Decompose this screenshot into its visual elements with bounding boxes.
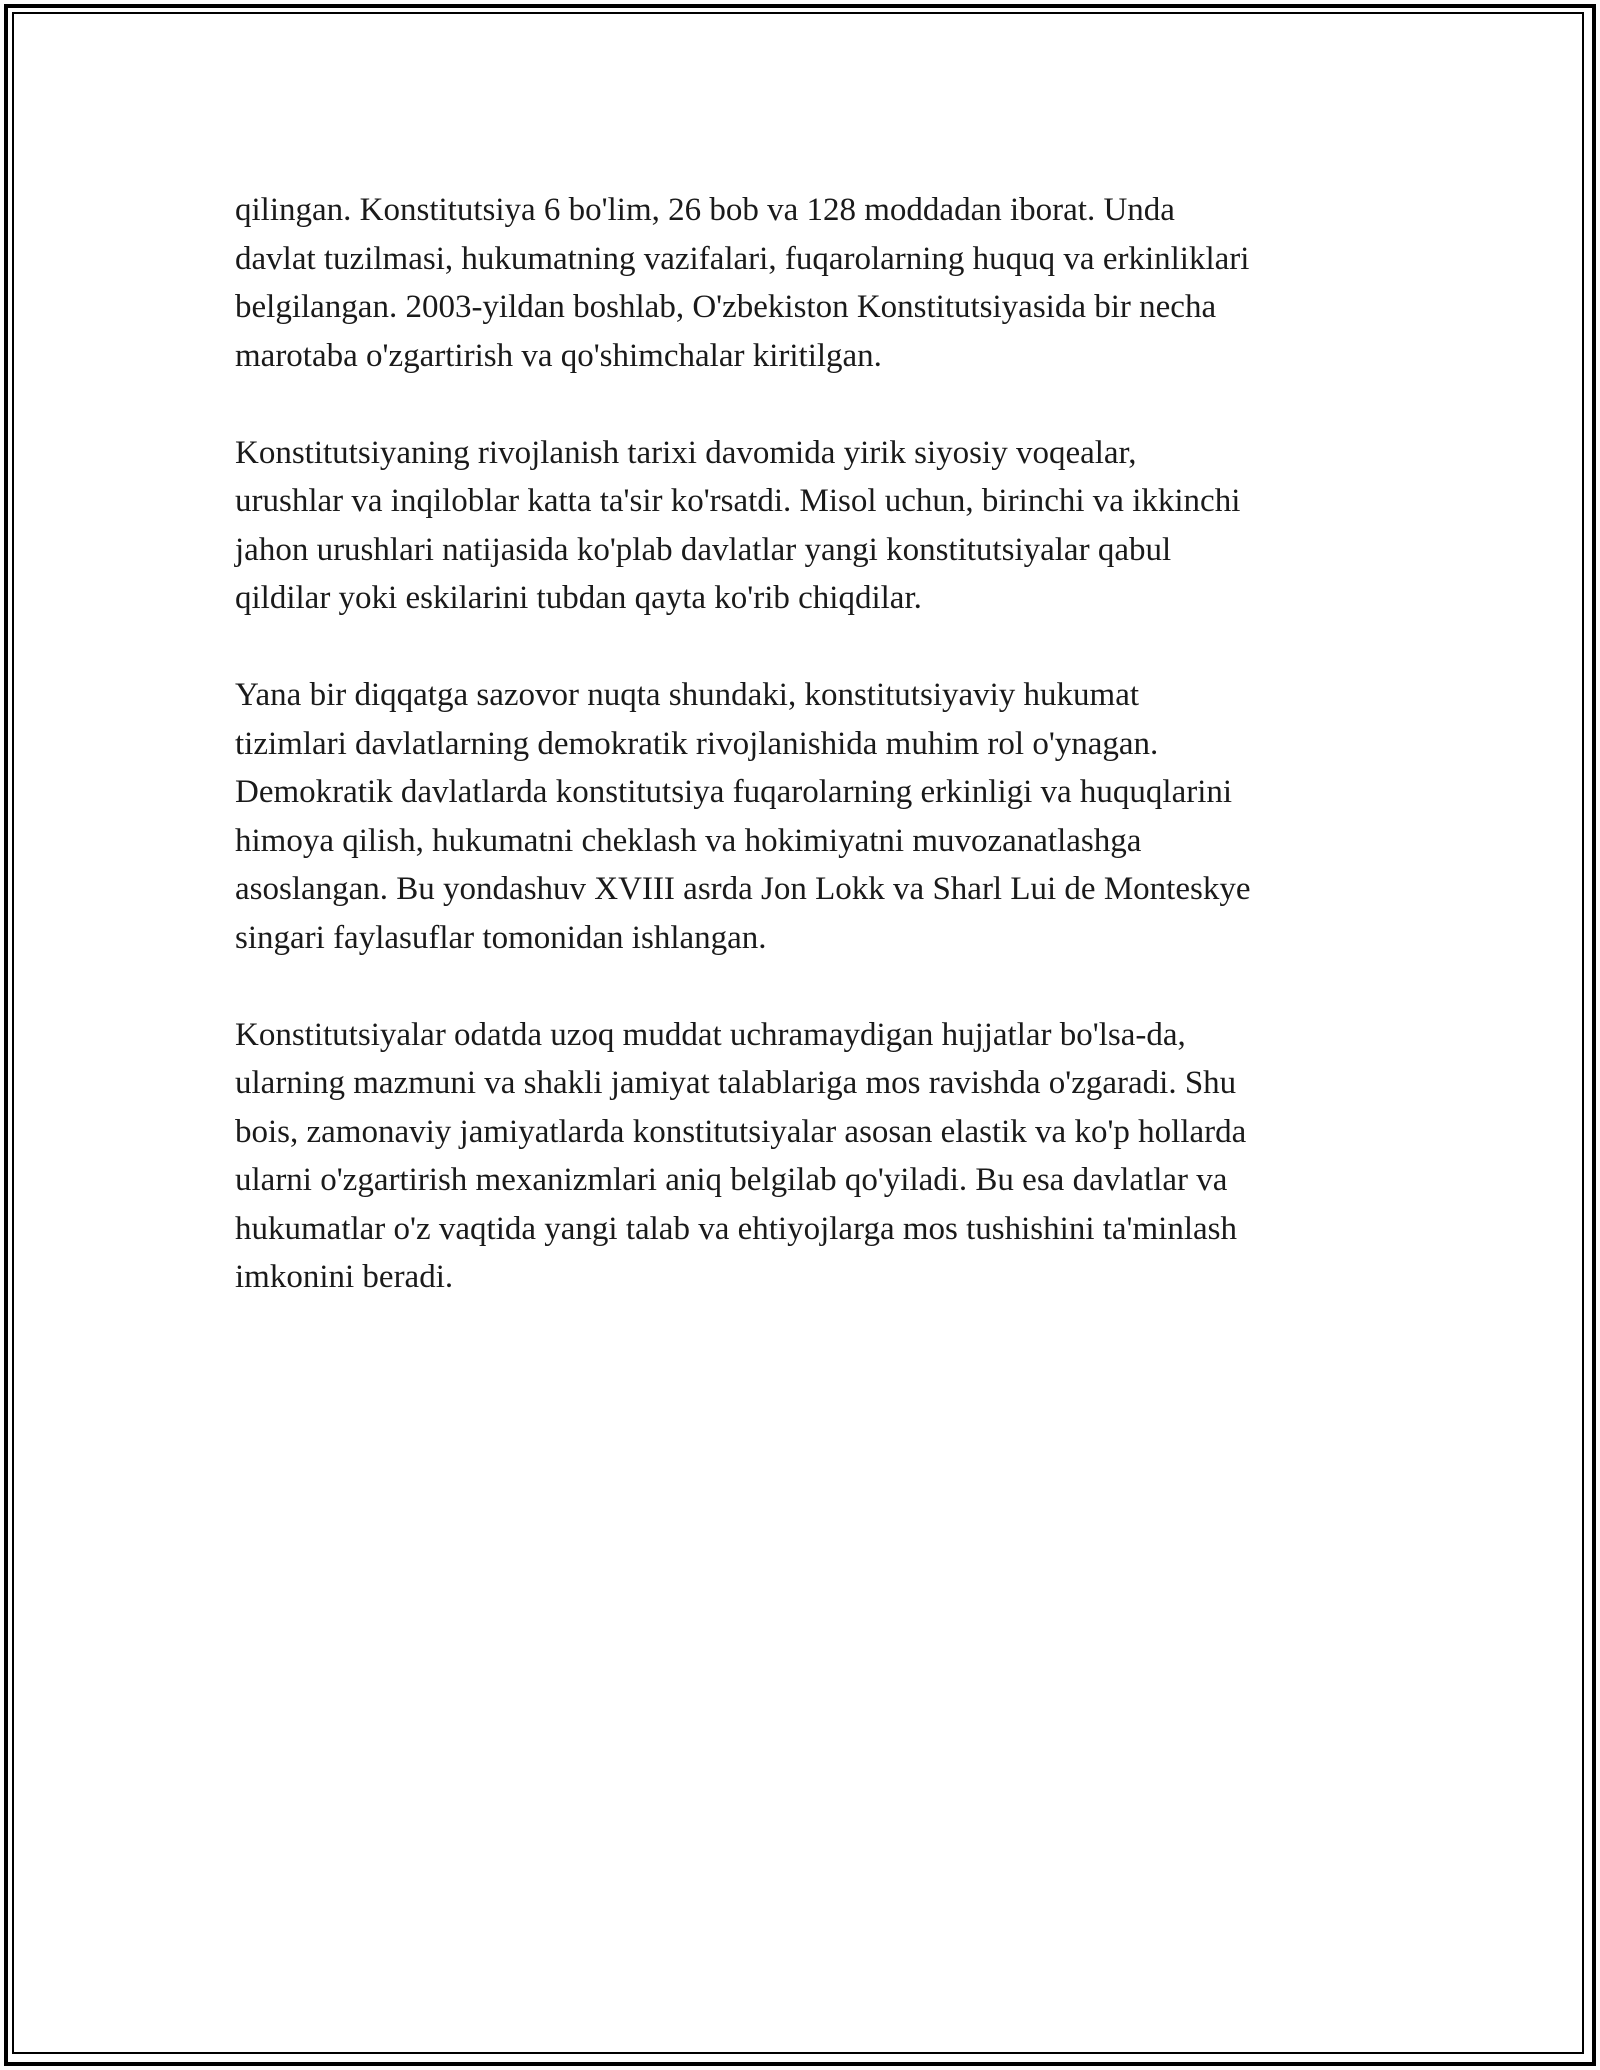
text-line: hukumatlar o'z vaqtida yangi talab va ehtiyojlarga mos tushishini ta'minlash: [235, 1210, 1237, 1247]
text-line: bois, zamonaviy jamiyatlarda konstitutsiyalar asosan elastik va ko'p hollarda: [235, 1113, 1247, 1150]
text-line: davlat tuzilmasi, hukumatning vazifalari, fuqarolarning huquq va erkinliklari: [235, 240, 1250, 277]
text-line: ularni o'zgartirish mexanizmlari aniq belgilab qo'yiladi. Bu esa davlatlar va: [235, 1162, 1228, 1198]
text-line: Demokratik davlatlarda konstitutsiya fuqarolarning erkinligi va huquqlarini: [235, 774, 1233, 810]
paragraph-1: [235, 186, 1375, 380]
paragraph-4: [235, 1011, 1375, 1302]
text-line: urushlar va inqiloblar katta ta'sir ko'rsatdi. Misol uchun, birinchi va ikkinchi: [235, 483, 1241, 519]
paragraph-3: [235, 671, 1375, 962]
document-body: [235, 186, 1375, 1350]
text-line: Yana bir diqqatga sazovor nuqta shundaki, konstitutsiyaviy hukumat: [235, 677, 1140, 713]
text-line: imkonini beradi.: [235, 1259, 454, 1295]
text-line: qildilar yoki eskilarini tubdan qayta ko'rib chiqdilar.: [235, 580, 922, 616]
text-line: singari faylasuflar tomonidan ishlangan.: [235, 919, 767, 956]
text-line: himoya qilish, hukumatni cheklash va hokimiyatni muvozanatlashga: [235, 822, 1142, 859]
text-line: Konstitutsiyalar odatda uzoq muddat uchramaydigan hujjatlar bo'lsa-da,: [235, 1016, 1186, 1053]
text-line: ularning mazmuni va shakli jamiyat talablariga mos ravishda o'zgaradi. Shu: [235, 1065, 1237, 1101]
text-line: asoslangan. Bu yondashuv XVIII asrda Jon Lokk va Sharl Lui de Monteskye: [235, 871, 1251, 907]
text-line: marotaba o'zgartirish va qo'shimchalar kiritilgan.: [235, 337, 882, 374]
text-line: tizimlari davlatlarning demokratik rivojlanishida muhim rol o'ynagan.: [235, 725, 1159, 762]
paragraph-2: [235, 429, 1375, 623]
text-line: belgilangan. 2003-yildan boshlab, O'zbekiston Konstitutsiyasida bir necha: [235, 289, 1217, 325]
text-line: Konstitutsiyaning rivojlanish tarixi davomida yirik siyosiy voqealar,: [235, 434, 1137, 471]
text-line: qilingan. Konstitutsiya 6 bo'lim, 26 bob va 128 moddadan iborat. Unda: [235, 192, 1175, 228]
text-line: jahon urushlari natijasida ko'plab davlatlar yangi konstitutsiyalar qabul: [235, 531, 1172, 568]
